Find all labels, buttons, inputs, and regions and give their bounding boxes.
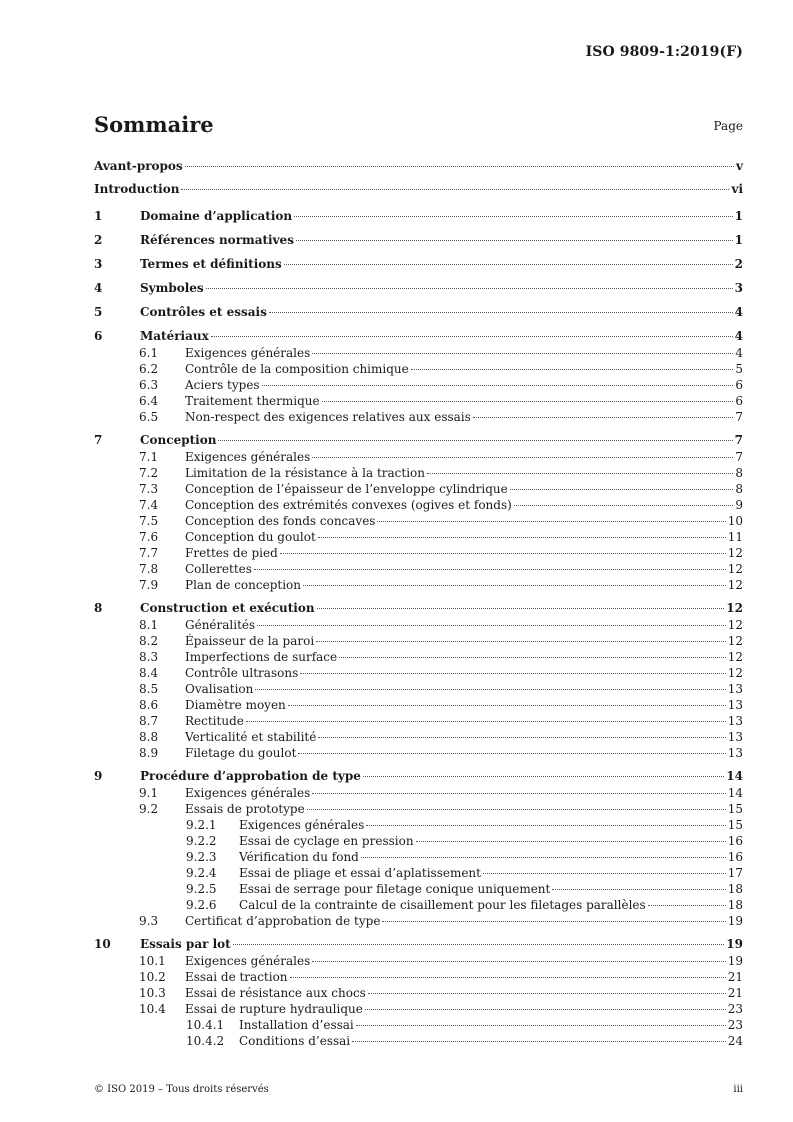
toc-entry-title: Conception des fonds concaves [185,514,376,528]
toc-entry[interactable] [94,697,743,713]
toc-entry-title: Conditions d’essai [239,1034,351,1048]
toc-entry[interactable] [94,665,743,681]
toc-entry-number: 7.4 [139,498,159,512]
dot-leader [514,505,734,506]
toc-entry-title: Aciers types [185,378,260,392]
toc-entry-number: 8.2 [139,634,159,648]
document-identifier: ISO 9809-1:2019(F) [585,44,743,60]
toc-entry-title: Conception des extrémités convexes (ogives et fonds) [185,498,512,512]
toc-entry[interactable] [94,449,743,465]
toc-entry-title: Généralités [185,618,256,632]
toc-entry[interactable] [94,232,743,249]
toc-entry-page: v [736,159,743,173]
toc-entry[interactable] [94,561,743,577]
toc-entry-title: Essais par lot [140,937,231,951]
toc-entry-number: 7.5 [139,514,159,528]
toc-entry-number: 9.2.3 [186,850,217,864]
toc-entry[interactable] [94,155,743,178]
dot-leader [356,1025,726,1026]
toc-entry[interactable] [94,897,743,913]
toc-entry-title: Installation d’essai [239,1018,354,1032]
toc-entry-page: 9 [735,498,743,512]
toc-entry-number: 7.6 [139,530,159,544]
toc-entry[interactable] [94,577,743,593]
toc-entry-title: Exigences générales [185,786,311,800]
toc-entry[interactable] [94,617,743,633]
toc-entry-number: 6.5 [139,410,159,424]
toc-entry-number: 8.9 [139,746,159,760]
toc-entry-number: 1 [94,209,103,223]
dot-leader [377,521,725,522]
toc-entry-title: Références normatives [140,233,294,247]
dot-leader [181,189,729,190]
toc-entry-page: 6 [735,394,743,408]
dot-leader [290,977,726,978]
toc-entry-page: 19 [727,954,743,968]
toc-entry[interactable] [94,785,743,801]
toc-entry-page: 12 [727,634,743,648]
dot-leader [366,825,725,826]
dot-leader [211,336,733,337]
dot-leader [269,312,733,313]
toc-entry-page: 17 [727,866,743,880]
toc-entry[interactable] [94,393,743,409]
toc-entry-title: Contrôles et essais [140,305,267,319]
toc-entry-number: 8.7 [139,714,159,728]
toc-entry[interactable] [94,178,743,201]
dot-leader [483,873,726,874]
toc-entry-page: 24 [727,1034,743,1048]
toc-entry[interactable] [94,985,743,1001]
toc-entry[interactable] [94,849,743,865]
toc-entry-title: Ovalisation [185,682,254,696]
toc-entry[interactable] [94,865,743,881]
toc-entry-title: Essai de rupture hydraulique [185,1002,363,1016]
toc-entry-page: 15 [727,802,743,816]
toc-entry-number: 9.3 [139,914,159,928]
toc-entry[interactable] [94,969,743,985]
toc-entry-page: 23 [727,1002,743,1016]
toc-entry-number: 8.8 [139,730,159,744]
toc-entry-page: 13 [727,682,743,696]
dot-leader [473,417,734,418]
toc-entry-title: Contrôle ultrasons [185,666,299,680]
toc-entry-title: Certificat d’approbation de type [185,914,381,928]
toc-entry[interactable] [94,633,743,649]
toc-entry[interactable] [94,497,743,513]
toc-entry-title: Conception de l’épaisseur de l’enveloppe cylindrique [185,482,508,496]
toc-entry-page: 13 [727,714,743,728]
dot-leader [510,489,734,490]
toc-entry-title: Procédure d’approbation de type [140,769,361,783]
toc-entry-number: 7.9 [139,578,159,592]
toc-entry[interactable] [94,208,743,225]
toc-entry[interactable] [94,833,743,849]
toc-entry-number: 10 [94,937,111,951]
dot-leader [233,944,725,945]
toc-entry-number: 7.8 [139,562,159,576]
toc-entry-page: 18 [727,898,743,912]
dot-leader [307,809,726,810]
toc-entry-title: Matériaux [140,329,209,343]
toc-entry-page: 12 [726,601,743,615]
toc-entry[interactable] [94,817,743,833]
toc-entry-number: 3 [94,257,103,271]
dot-leader [284,264,733,265]
toc-entry-page: 7 [734,433,743,447]
toc-entry-title: Rectitude [185,714,244,728]
toc-entry[interactable] [94,1017,743,1033]
dot-leader [262,385,734,386]
toc-entry-number: 7 [94,433,103,447]
toc-entry[interactable] [94,801,743,817]
toc-entry-number: 7.2 [139,466,159,480]
toc-entry-page: 7 [735,410,743,424]
toc-entry-title: Essai de résistance aux chocs [185,986,366,1000]
toc-entry-title: Termes et définitions [140,257,282,271]
toc-entry-page: 8 [735,466,743,480]
toc-entry-page: 4 [734,305,743,319]
dot-leader [316,641,726,642]
toc-entry-page: 12 [727,546,743,560]
toc-entry-title: Diamètre moyen [185,698,286,712]
dot-leader [185,166,734,167]
toc-entry[interactable] [94,361,743,377]
toc-entry-title: Exigences générales [239,818,365,832]
toc-entry[interactable] [94,513,743,529]
dot-leader [368,993,726,994]
toc-entry-page: 2 [734,257,743,271]
toc-entry[interactable] [94,1033,743,1049]
dot-leader [365,1009,726,1010]
toc-entry-page: 6 [735,378,743,392]
dot-leader [255,689,725,690]
dot-leader [288,705,726,706]
toc-entry-title: Frettes de pied [185,546,278,560]
toc-entry-page: 14 [726,769,743,783]
toc-entry[interactable] [94,936,743,953]
toc-entry-number: 4 [94,281,103,295]
toc-entry-number: 6.2 [139,362,159,376]
toc-entry-page: 18 [727,882,743,896]
toc-entry-page: 21 [727,970,743,984]
dot-leader [312,793,725,794]
toc-entry-number: 9.2.1 [186,818,217,832]
toc-entry-page: 4 [734,329,743,343]
dot-leader [317,608,725,609]
toc-entry-page: 5 [735,362,743,376]
dot-leader [382,921,725,922]
toc-entry-title: Essai de cyclage en pression [239,834,414,848]
toc-entry[interactable] [94,304,743,321]
dot-leader [312,457,733,458]
toc-entry[interactable] [94,465,743,481]
toc-entry-number: 8.6 [139,698,159,712]
toc-entry[interactable] [94,600,743,617]
toc-entry-title: Traitement thermique [185,394,320,408]
toc-entry-title: Filetage du goulot [185,746,297,760]
page-title: Sommaire [94,112,214,137]
toc-entry-page: 12 [727,578,743,592]
toc-entry-title: Exigences générales [185,954,311,968]
toc-entry-page: 1 [734,209,743,223]
dot-leader [312,353,733,354]
toc-entry-number: 10.2 [139,970,166,984]
toc-entry-title: Essai de traction [185,970,288,984]
toc-entry-title: Conception [140,433,217,447]
toc-entry-number: 6.4 [139,394,159,408]
toc-entry-number: 9.2.4 [186,866,217,880]
toc-entry-title: Collerettes [185,562,252,576]
toc-entry-page: 8 [735,482,743,496]
toc-entry-number: 6.1 [139,346,159,360]
dot-leader [303,585,726,586]
dot-leader [246,721,726,722]
toc-entry[interactable] [94,256,743,273]
dot-leader [206,288,733,289]
toc-entry[interactable] [94,729,743,745]
toc-entry-page: 3 [734,281,743,295]
toc-entry-title: Exigences générales [185,450,311,464]
toc-entry-number: 9.1 [139,786,159,800]
dot-leader [218,440,732,441]
dot-leader [257,625,726,626]
dot-leader [300,673,725,674]
table-of-contents [94,155,743,1049]
dot-leader [361,857,726,858]
toc-entry-title: Essai de serrage pour filetage conique uniquement [239,882,551,896]
dot-leader [298,753,725,754]
toc-entry[interactable] [94,681,743,697]
toc-entry-page: 15 [727,818,743,832]
toc-entry-title: Contrôle de la composition chimique [185,362,409,376]
toc-entry[interactable] [94,953,743,969]
toc-entry-number: 10.1 [139,954,166,968]
toc-entry-number: 9.2.6 [186,898,217,912]
toc-entry-number: 10.4 [139,1002,166,1016]
dot-leader [552,889,725,890]
dot-leader [318,737,725,738]
toc-entry-number: 8 [94,601,103,615]
toc-entry-page: 13 [727,730,743,744]
toc-entry-title: Introduction [94,182,180,196]
page-column-label: Page [713,119,743,133]
dot-leader [352,1041,726,1042]
toc-entry[interactable] [94,432,743,449]
toc-entry-number: 6.3 [139,378,159,392]
toc-entry[interactable] [94,345,743,361]
toc-entry-title: Construction et exécution [140,601,315,615]
toc-entry-number: 9.2 [139,802,159,816]
toc-entry-page: 12 [727,650,743,664]
dot-leader [427,473,733,474]
toc-entry-number: 6 [94,329,103,343]
toc-entry-number: 9.2.2 [186,834,217,848]
toc-entry[interactable] [94,913,743,929]
toc-entry-number: 10.4.1 [186,1018,225,1032]
toc-entry-number: 10.4.2 [186,1034,225,1048]
footer-copyright: © ISO 2019 – Tous droits réservés [94,1084,269,1095]
toc-entry-number: 8.5 [139,682,159,696]
toc-entry[interactable] [94,713,743,729]
toc-entry-title: Plan de conception [185,578,301,592]
toc-entry-title: Verticalité et stabilité [185,730,317,744]
toc-entry-number: 9.2.5 [186,882,217,896]
toc-entry[interactable] [94,768,743,785]
toc-entry-title: Épaisseur de la paroi [185,634,315,648]
toc-entry[interactable] [94,1001,743,1017]
toc-entry-page: 12 [727,562,743,576]
toc-entry[interactable] [94,881,743,897]
dot-leader [318,537,726,538]
toc-entry-page: 13 [727,698,743,712]
toc-entry-page: 14 [727,786,743,800]
toc-entry-title: Essais de prototype [185,802,305,816]
dot-leader [411,369,734,370]
toc-entry-page: 19 [726,937,743,951]
dot-leader [648,905,726,906]
toc-entry-title: Conception du goulot [185,530,316,544]
dot-leader [294,216,733,217]
toc-entry[interactable] [94,328,743,345]
toc-entry-number: 8.1 [139,618,159,632]
toc-entry[interactable] [94,280,743,297]
toc-entry[interactable] [94,745,743,761]
toc-entry[interactable] [94,377,743,393]
toc-entry-number: 7.7 [139,546,159,560]
dot-leader [312,961,725,962]
toc-entry-page: 13 [727,746,743,760]
toc-entry[interactable] [94,409,743,425]
toc-entry-page: vi [731,182,743,196]
toc-entry-title: Avant-propos [94,159,183,173]
toc-entry[interactable] [94,481,743,497]
toc-entry-page: 23 [727,1018,743,1032]
toc-entry-title: Symboles [140,281,204,295]
toc-entry-number: 10.3 [139,986,166,1000]
toc-entry-title: Limitation de la résistance à la traction [185,466,425,480]
toc-entry-title: Domaine d’application [140,209,293,223]
toc-entry-page: 4 [735,346,743,360]
dot-leader [416,841,726,842]
toc-entry-number: 8.4 [139,666,159,680]
toc-entry-page: 10 [727,514,743,528]
toc-entry[interactable] [94,649,743,665]
toc-entry-page: 19 [727,914,743,928]
toc-entry-page: 1 [734,233,743,247]
toc-entry-number: 2 [94,233,103,247]
toc-entry-page: 7 [735,450,743,464]
toc-entry-title: Essai de pliage et essai d’aplatissement [239,866,481,880]
toc-entry-number: 9 [94,769,103,783]
toc-entry-number: 5 [94,305,103,319]
toc-entry-title: Calcul de la contrainte de cisaillement pour les filetages parallèles [239,898,646,912]
dot-leader [280,553,726,554]
toc-entry-number: 8.3 [139,650,159,664]
toc-entry[interactable] [94,529,743,545]
dot-leader [296,240,733,241]
dot-leader [363,776,724,777]
toc-entry-title: Vérification du fond [239,850,359,864]
toc-entry-title: Imperfections de surface [185,650,338,664]
toc-entry-title: Non-respect des exigences relatives aux essais [185,410,471,424]
toc-entry-page: 21 [727,986,743,1000]
toc-entry-number: 7.3 [139,482,159,496]
footer-page-number: iii [733,1084,743,1095]
toc-entry-page: 12 [727,666,743,680]
dot-leader [322,401,734,402]
toc-entry-number: 7.1 [139,450,159,464]
toc-entry-page: 16 [727,850,743,864]
toc-entry-page: 11 [727,530,743,544]
dot-leader [254,569,726,570]
toc-entry-page: 12 [727,618,743,632]
toc-entry[interactable] [94,545,743,561]
toc-entry-page: 16 [727,834,743,848]
dot-leader [339,657,726,658]
toc-entry-title: Exigences générales [185,346,311,360]
